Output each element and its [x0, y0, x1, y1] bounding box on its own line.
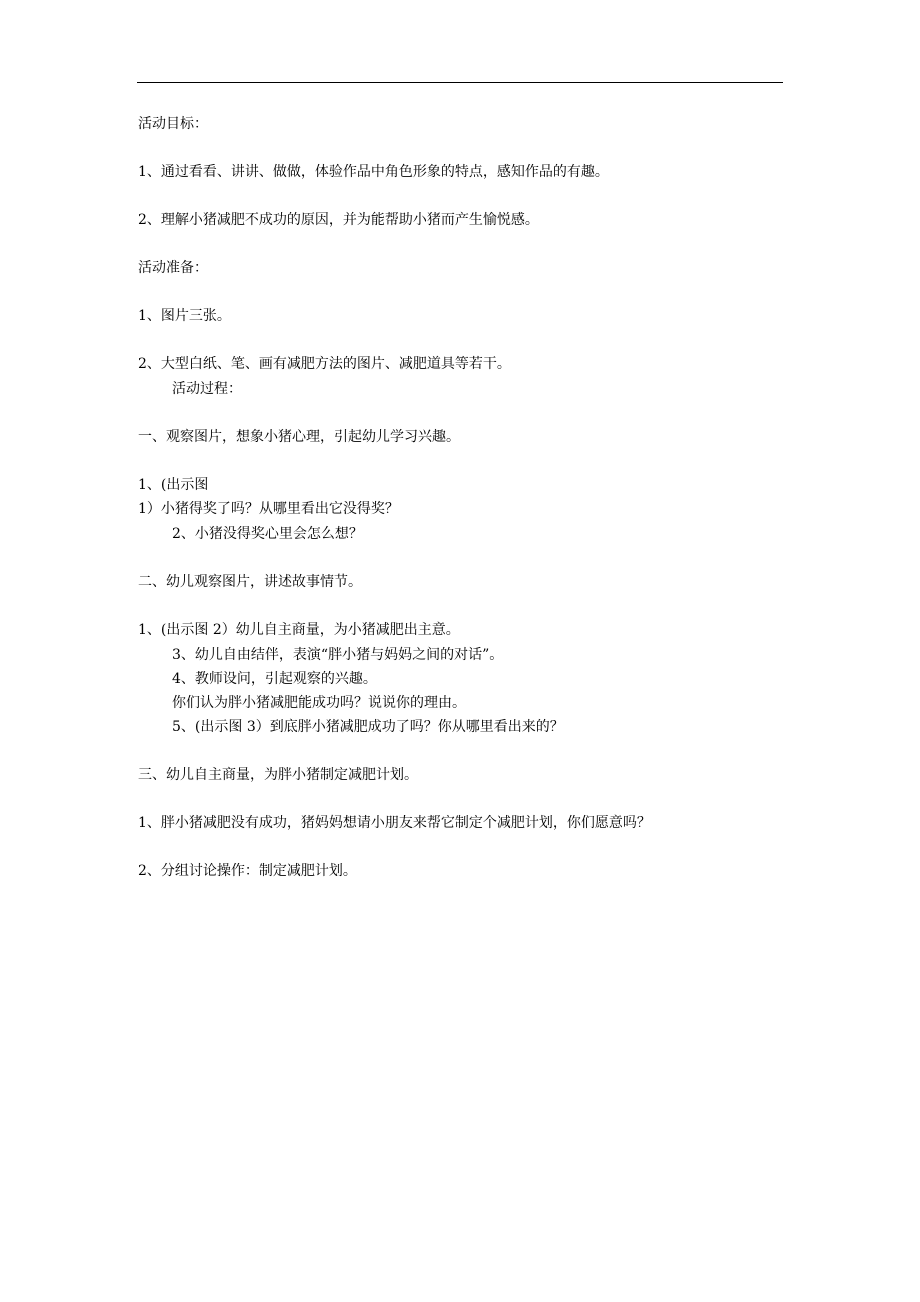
section-heading-preparation: 活动准备：: [138, 260, 208, 276]
header-rule: [137, 82, 783, 83]
paragraph-line: 1）小猪得奖了吗？从哪里看出它没得奖？: [138, 501, 399, 517]
paragraph-line: 你们认为胖小猪减肥能成功吗？说说你的理由。: [172, 695, 466, 711]
section-heading-process: 活动过程：: [172, 381, 242, 397]
section-heading-step-1: 一、观察图片，想象小猪心理，引起幼儿学习兴趣。: [138, 429, 460, 445]
paragraph-line: 3、幼儿自由结伴，表演“胖小猪与妈妈之间的对话”。: [172, 647, 504, 663]
paragraph-line: 5、(出示图 3）到底胖小猪减肥成功了吗？你从哪里看出来的？: [172, 719, 564, 735]
paragraph-line: 2、分组讨论操作：制定减肥计划。: [138, 863, 357, 879]
paragraph-line: 1、(出示图: [138, 477, 209, 493]
paragraph-line: 2、理解小猪减肥不成功的原因，并为能帮助小猪而产生愉悦感。: [138, 212, 539, 228]
paragraph-line: 1、(出示图 2）幼儿自主商量，为小猪减肥出主意。: [138, 622, 460, 638]
section-heading-step-3: 三、幼儿自主商量，为胖小猪制定减肥计划。: [138, 767, 418, 783]
section-heading-goals: 活动目标：: [138, 116, 208, 132]
paragraph-line: 2、大型白纸、笔、画有减肥方法的图片、减肥道具等若干。: [138, 356, 511, 372]
paragraph-line: 4、教师设问，引起观察的兴趣。: [172, 671, 377, 687]
paragraph-line: 1、通过看看、讲讲、做做，体验作品中角色形象的特点，感知作品的有趣。: [138, 164, 609, 180]
paragraph-line: 1、图片三张。: [138, 308, 231, 324]
paragraph-line: 2、小猪没得奖心里会怎么想？: [172, 526, 363, 542]
paragraph-line: 1、胖小猪减肥没有成功，猪妈妈想请小朋友来帮它制定个减肥计划，你们愿意吗？: [138, 815, 651, 831]
section-heading-step-2: 二、幼儿观察图片，讲述故事情节。: [138, 574, 362, 590]
